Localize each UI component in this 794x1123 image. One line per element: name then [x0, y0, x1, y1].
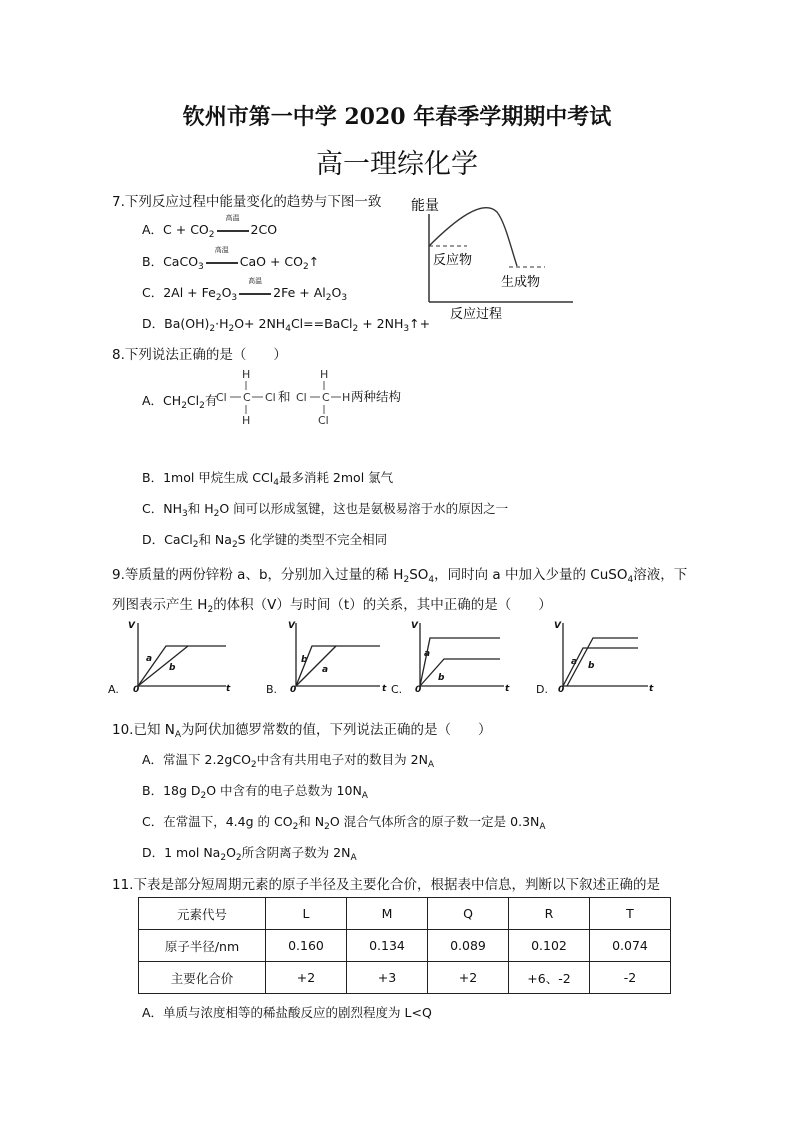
graph-d-t: t	[649, 684, 654, 694]
table-header: T	[590, 898, 671, 930]
graph-a-b: b	[169, 663, 176, 673]
q8-option-b: B．1mol 甲烷生成 CCl$_4$最多消耗 2mol 氯气	[142, 470, 394, 488]
table-cell: 主要化合价	[139, 962, 266, 994]
energy-diagram	[405, 190, 585, 325]
q9-graphs	[108, 618, 668, 698]
q7-option-c: C．$2Al + Fe_2O_3$ 高温 $2Fe + Al_2O_3$	[142, 277, 348, 303]
q10-option-b: B．18g $D_2O$ 中含有的电子总数为 $10N_A$	[142, 783, 368, 801]
graph-a-origin: 0	[133, 685, 140, 695]
q7-option-d: D．$Ba(OH)_2\cdot H_2O+$ $2NH_4Cl==BaCl_2$ + $2NH_3↑+$	[142, 316, 431, 334]
table-header: M	[347, 898, 428, 930]
table-row	[139, 962, 671, 994]
s2-h-top: H	[320, 368, 329, 381]
q8-option-d: D．CaCl$_2$和 $Na_2S$ 化学键的类型不完全相同	[142, 532, 388, 550]
table-cell: 0.160	[266, 930, 347, 962]
graph-d-origin: 0	[558, 685, 565, 695]
q7-option-a: A．$C + CO_2$ 高温 2CO	[142, 214, 278, 240]
s2-cl-left: Cl	[296, 391, 307, 404]
graph-d-choice: D.	[536, 683, 548, 696]
graph-c-b: b	[438, 673, 445, 683]
table-header: L	[266, 898, 347, 930]
graph-b-choice: B.	[266, 683, 278, 696]
q9-line1: 9.等质量的两份锌粉 a、b，分别加入过量的稀 $H_2SO_4$，同时向 a 中加入少量的 CuSO$_4$溶液，下	[112, 567, 688, 585]
q8-option-c: C．$NH_3$和 $H_2O$ 间可以形成氢键，这也是氨极易溶于水的原因之一	[142, 501, 509, 519]
graph-b-origin: 0	[290, 685, 297, 695]
s1-cl-left: Cl	[216, 391, 227, 404]
table-header: 元素代号	[139, 898, 266, 930]
product-label: 生成物	[501, 275, 541, 290]
element-table	[138, 897, 671, 994]
reactant-label: 反应物	[433, 253, 473, 268]
q8-a-and: 和	[278, 389, 291, 404]
exam-title: 钦州市第一中学 2020 年春季学期期中考试	[182, 104, 612, 130]
graph-c-origin: 0	[415, 685, 422, 695]
q8-a-post: 两种结构	[351, 389, 402, 404]
q10-option-a: A．常温下 2.2gCO$_2$中含有共用电子对的数目为 $2N_A$	[142, 752, 435, 770]
reaction-process-label: 反应过程	[450, 307, 503, 322]
graph-a-v: V	[128, 621, 135, 631]
dichloromethane-structures	[214, 366, 414, 430]
table-cell: 0.074	[590, 930, 671, 962]
table-cell: 0.102	[509, 930, 590, 962]
q10-option-c: C．在常温下，4.4g 的 $CO_2$和 $N_2O$ 混合气体所含的原子数一定是 $0.3N_A$	[142, 814, 546, 832]
table-header: Q	[428, 898, 509, 930]
exam-subtitle: 高一理综化学	[316, 149, 478, 180]
graph-b-a: a	[322, 665, 329, 675]
q10-stem: 10.已知 $N_A$为阿伏加德罗常数的值，下列说法正确的是（ ）	[112, 722, 492, 740]
s1-h-top: H	[242, 368, 251, 381]
graph-c-v: V	[411, 621, 418, 631]
graph-a-a: a	[146, 654, 153, 664]
q8-option-a: A．$CH_2Cl_2$有	[142, 393, 218, 411]
graph-b	[266, 621, 387, 696]
table-cell: +3	[347, 962, 428, 994]
table-row	[139, 898, 671, 930]
graph-d-b: b	[588, 661, 595, 671]
table-cell: +2	[266, 962, 347, 994]
q8-stem: 8.下列说法正确的是（ ）	[112, 347, 287, 363]
energy-axis-label: 能量	[411, 198, 439, 214]
q11-stem: 11.下表是部分短周期元素的原子半径及主要化合价，根据表中信息，判断以下叙述正确的是	[112, 877, 660, 893]
table-cell: -2	[590, 962, 671, 994]
graph-a	[108, 621, 231, 696]
table-cell: 原子半径/nm	[139, 930, 266, 962]
table-cell: +2	[428, 962, 509, 994]
s2-cl-bottom: Cl	[318, 414, 329, 427]
graph-b-t: t	[382, 684, 387, 694]
q7-option-b: B．CaCO$_3$ 高温 CaO + $CO_2↑$	[142, 246, 320, 272]
graph-c-t: t	[505, 684, 510, 694]
table-header: R	[509, 898, 590, 930]
table-cell: +6、-2	[509, 962, 590, 994]
q9-line2: 列图表示产生 $H_2$的体积（V）与时间（t）的关系，其中正确的是（ ）	[112, 597, 552, 615]
q10-option-d: D．1 mol $Na_2O_2$所含阴离子数为 $2N_A$	[142, 845, 357, 863]
q7-stem: 7.下列反应过程中能量变化的趋势与下图一致	[112, 194, 382, 210]
s2-c: C	[322, 391, 330, 404]
s1-cl-right: Cl	[265, 391, 276, 404]
s1-c: C	[243, 391, 251, 404]
graph-c-choice: C.	[391, 683, 403, 696]
s2-h-right: H	[342, 391, 351, 404]
table-cell: 0.089	[428, 930, 509, 962]
table-row	[139, 930, 671, 962]
graph-a-choice: A.	[108, 683, 119, 696]
graph-d	[536, 621, 654, 696]
graph-b-v: V	[288, 621, 295, 631]
graph-d-v: V	[554, 621, 561, 631]
s1-h-bottom: H	[242, 414, 251, 427]
graph-d-a: a	[571, 657, 578, 667]
table-cell: 0.134	[347, 930, 428, 962]
graph-a-t: t	[226, 684, 231, 694]
q11-option-a: A．单质与浓度相等的稀盐酸反应的剧烈程度为 L<Q	[142, 1005, 432, 1020]
graph-b-b: b	[301, 655, 308, 665]
graph-c-a: a	[424, 649, 431, 659]
